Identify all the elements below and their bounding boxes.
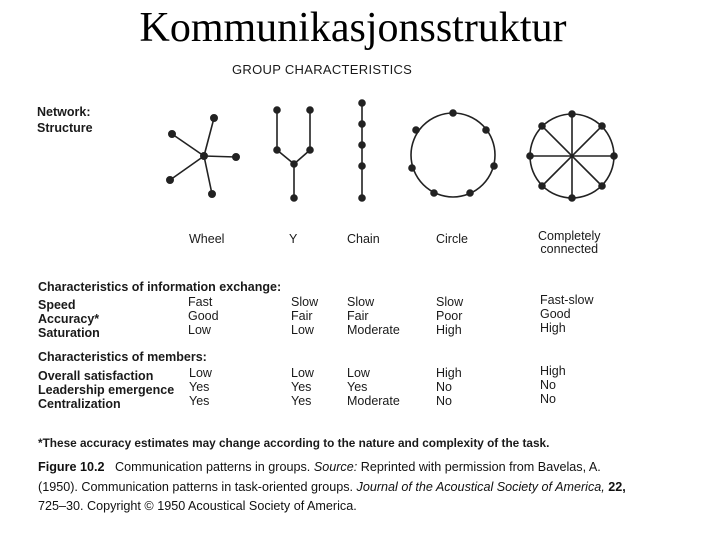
row-label-speed: Speed <box>38 298 76 312</box>
network-label-line-1: Network: <box>37 105 91 119</box>
network-name-wheel: Wheel <box>189 232 225 246</box>
figure-heading: GROUP CHARACTERISTICS <box>232 62 413 77</box>
y-network-diagram <box>274 107 313 201</box>
info-values-circle <box>436 295 463 337</box>
member-values-wheel <box>189 366 212 408</box>
network-label-line-2: Structure <box>37 121 93 135</box>
row-label-overall-satisfaction: Overall satisfaction <box>38 369 154 383</box>
value-cell: Moderate <box>347 394 400 408</box>
figure-label: Figure 10.2 <box>38 460 105 474</box>
value-cell: High <box>540 364 566 378</box>
value-cell: Low <box>347 366 370 380</box>
row-label-accuracy: Accuracy* <box>38 312 100 326</box>
value-cell: Good <box>540 307 571 321</box>
value-cell: Good <box>188 309 219 323</box>
network-name-completely: Completely <box>538 229 601 243</box>
network-name-y: Y <box>289 232 298 246</box>
network-name-completely-connected <box>538 230 601 256</box>
info-values-wheel <box>188 295 219 337</box>
value-cell: Low <box>291 366 314 380</box>
value-cell: High <box>540 321 566 335</box>
row-label-leadership-emergence: Leadership emergence <box>38 383 175 397</box>
row-label-centralization: Centralization <box>38 397 121 411</box>
value-cell: Slow <box>291 295 319 309</box>
value-cell: High <box>436 366 462 380</box>
caption-text-3: 725–30. Copyright © 1950 Acoustical Society of America. <box>38 499 357 513</box>
slide-title: Kommunikasjonsstruktur <box>139 5 567 51</box>
caption-text-2: Reprinted with permission from Bavelas, A. (1950). Communication patterns in task-oriented groups. <box>38 460 601 494</box>
value-cell: Yes <box>291 394 312 408</box>
value-cell: Yes <box>291 380 312 394</box>
value-cell: Low <box>189 366 212 380</box>
value-cell: Low <box>188 323 211 337</box>
caption-volume: 22, <box>608 479 626 494</box>
network-name-circle: Circle <box>436 232 468 246</box>
wheel-network-diagram <box>167 115 239 197</box>
member-values-y <box>291 366 314 408</box>
member-values-circle <box>436 366 462 408</box>
completely-connected-network-diagram <box>527 111 617 201</box>
caption-source-label: Source: <box>313 460 358 474</box>
caption-journal: Journal of the Acoustical Society of America, <box>356 479 605 494</box>
value-cell: Fair <box>291 309 313 323</box>
value-cell: High <box>436 323 462 337</box>
section-title-information-exchange: Characteristics of information exchange: <box>38 280 282 294</box>
member-values-completely-connected <box>540 364 566 406</box>
info-row-labels <box>38 298 100 340</box>
value-cell: Fast-slow <box>540 293 594 307</box>
value-cell: Yes <box>189 380 210 394</box>
chain-network-diagram <box>359 100 365 201</box>
value-cell: No <box>540 378 556 392</box>
info-values-y <box>291 295 318 337</box>
circle-network-diagram <box>409 110 497 197</box>
value-cell: Slow <box>436 295 464 309</box>
info-values-completely-connected <box>540 293 593 335</box>
info-values-chain <box>347 295 400 337</box>
value-cell: No <box>436 394 452 408</box>
value-cell: Yes <box>347 380 368 394</box>
network-name-chain: Chain <box>347 232 380 246</box>
value-cell: Low <box>291 323 314 337</box>
row-label-saturation: Saturation <box>38 326 100 340</box>
accuracy-footnote: *These accuracy estimates may change according to the nature and complexity of the task. <box>38 436 550 450</box>
value-cell: Moderate <box>347 323 400 337</box>
value-cell: Fair <box>347 309 369 323</box>
member-row-labels <box>38 369 174 411</box>
value-cell: No <box>540 392 556 406</box>
value-cell: Poor <box>436 309 463 323</box>
value-cell: Fast <box>188 295 213 309</box>
section-title-members: Characteristics of members: <box>38 350 207 364</box>
value-cell: Slow <box>347 295 375 309</box>
network-name-connected: connected <box>540 242 599 256</box>
figure-caption <box>38 458 638 517</box>
value-cell: Yes <box>189 394 210 408</box>
caption-text-1: Communication patterns in groups. <box>115 460 311 474</box>
value-cell: No <box>436 380 452 394</box>
member-values-chain <box>347 366 400 408</box>
